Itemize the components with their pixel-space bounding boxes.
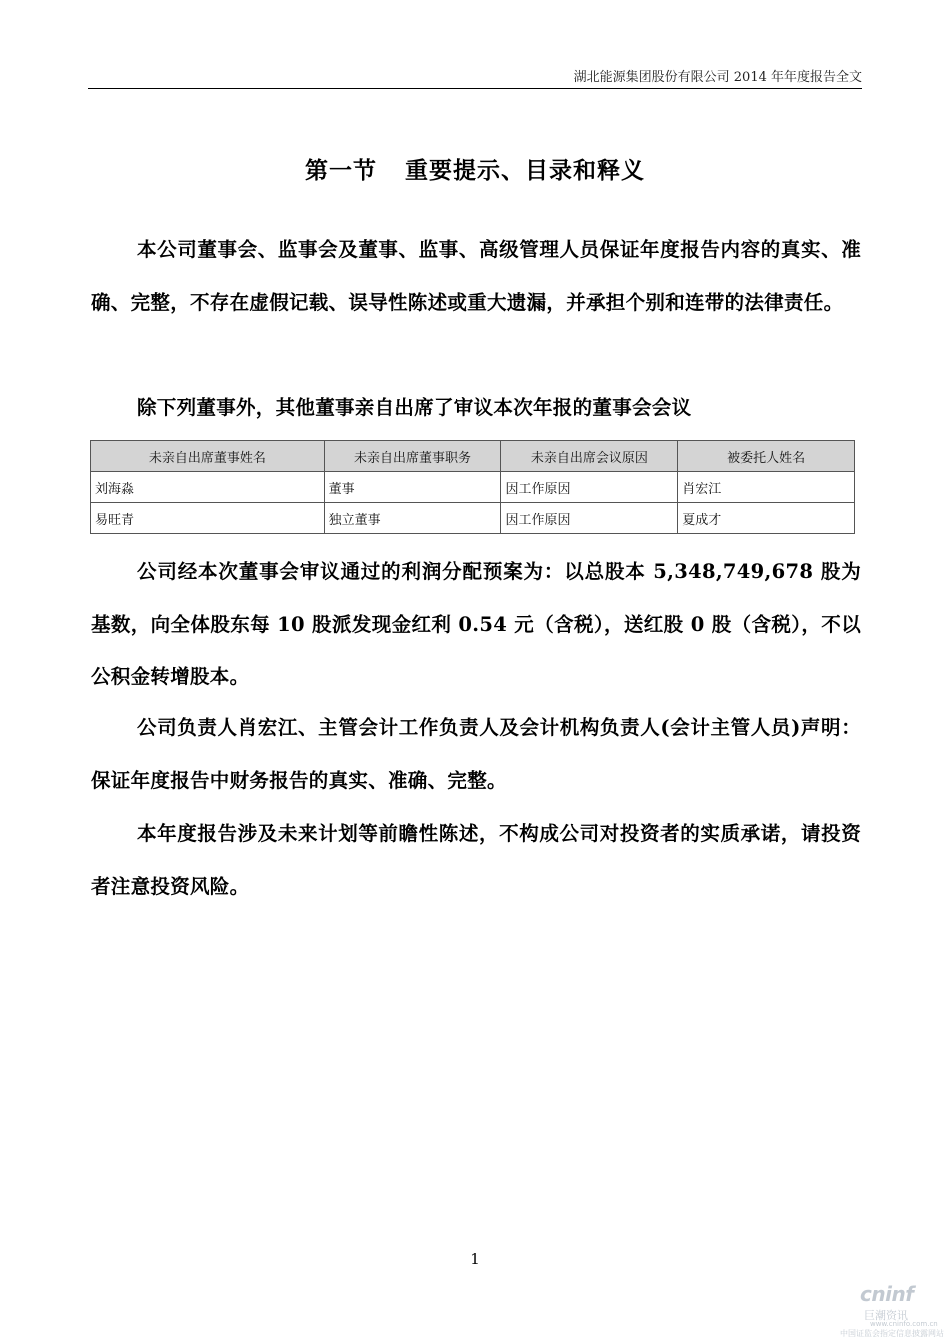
cninfo-watermark <box>840 1282 944 1338</box>
table-cell: 刘海淼 <box>91 472 325 503</box>
table-header-cell: 未亲自出席会议原因 <box>501 441 678 472</box>
profit-distribution-plan: 公司经本次董事会审议通过的利润分配预案为：以总股本 5,348,749,678 股为基数，向全体股东每 10 股派发现金红利 0.54 元（含税），送红股 0 股（含税），不以公积金转增股本。 <box>91 560 861 688</box>
table-row <box>91 503 855 534</box>
responsibility-statement: 本公司董事会、监事会及董事、监事、高级管理人员保证年度报告内容的真实、准确、完整，不存在虚假记载、误导性陈述或重大遗漏，并承担个别和连带的法律责任。 <box>91 238 861 314</box>
table-cell: 因工作原因 <box>501 472 678 503</box>
forward-looking-disclaimer: 本年度报告涉及未来计划等前瞻性陈述，不构成公司对投资者的实质承诺，请投资者注意投资风险。 <box>91 822 861 898</box>
financial-report-declaration: 公司负责人肖宏江、主管会计工作负责人及会计机构负责人(会计主管人员)声明：保证年度报告中财务报告的真实、准确、完整。 <box>91 716 861 792</box>
section-number: 第一节 <box>305 157 377 184</box>
watermark-cn-name: 巨潮资讯 <box>864 1309 908 1322</box>
absent-directors-table <box>90 440 855 534</box>
watermark-full-name: 中国证监会指定信息披露网站 <box>840 1329 944 1338</box>
board-attendance-note: 除下列董事外，其他董事亲自出席了审议本次年报的董事会会议 <box>137 396 692 419</box>
table-header-row <box>91 441 855 472</box>
table-header-cell: 未亲自出席董事职务 <box>324 441 501 472</box>
section-title <box>0 152 950 185</box>
page-number: 1 <box>470 1250 480 1268</box>
table-header-cell: 未亲自出席董事姓名 <box>91 441 325 472</box>
table-cell: 夏成才 <box>678 503 855 534</box>
table-cell: 肖宏江 <box>678 472 855 503</box>
table-row <box>91 472 855 503</box>
cninfo-logo-icon: cninf <box>860 1282 914 1306</box>
watermark-url: www.cninfo.com.cn <box>870 1320 938 1328</box>
table-cell: 董事 <box>324 472 501 503</box>
table-cell: 因工作原因 <box>501 503 678 534</box>
header-title: 湖北能源集团股份有限公司 2014 年年度报告全文 <box>573 70 862 85</box>
section-heading: 重要提示、目录和释义 <box>405 157 645 184</box>
page-header <box>88 64 862 89</box>
table-cell: 易旺青 <box>91 503 325 534</box>
table-header-cell: 被委托人姓名 <box>678 441 855 472</box>
table-cell: 独立董事 <box>324 503 501 534</box>
